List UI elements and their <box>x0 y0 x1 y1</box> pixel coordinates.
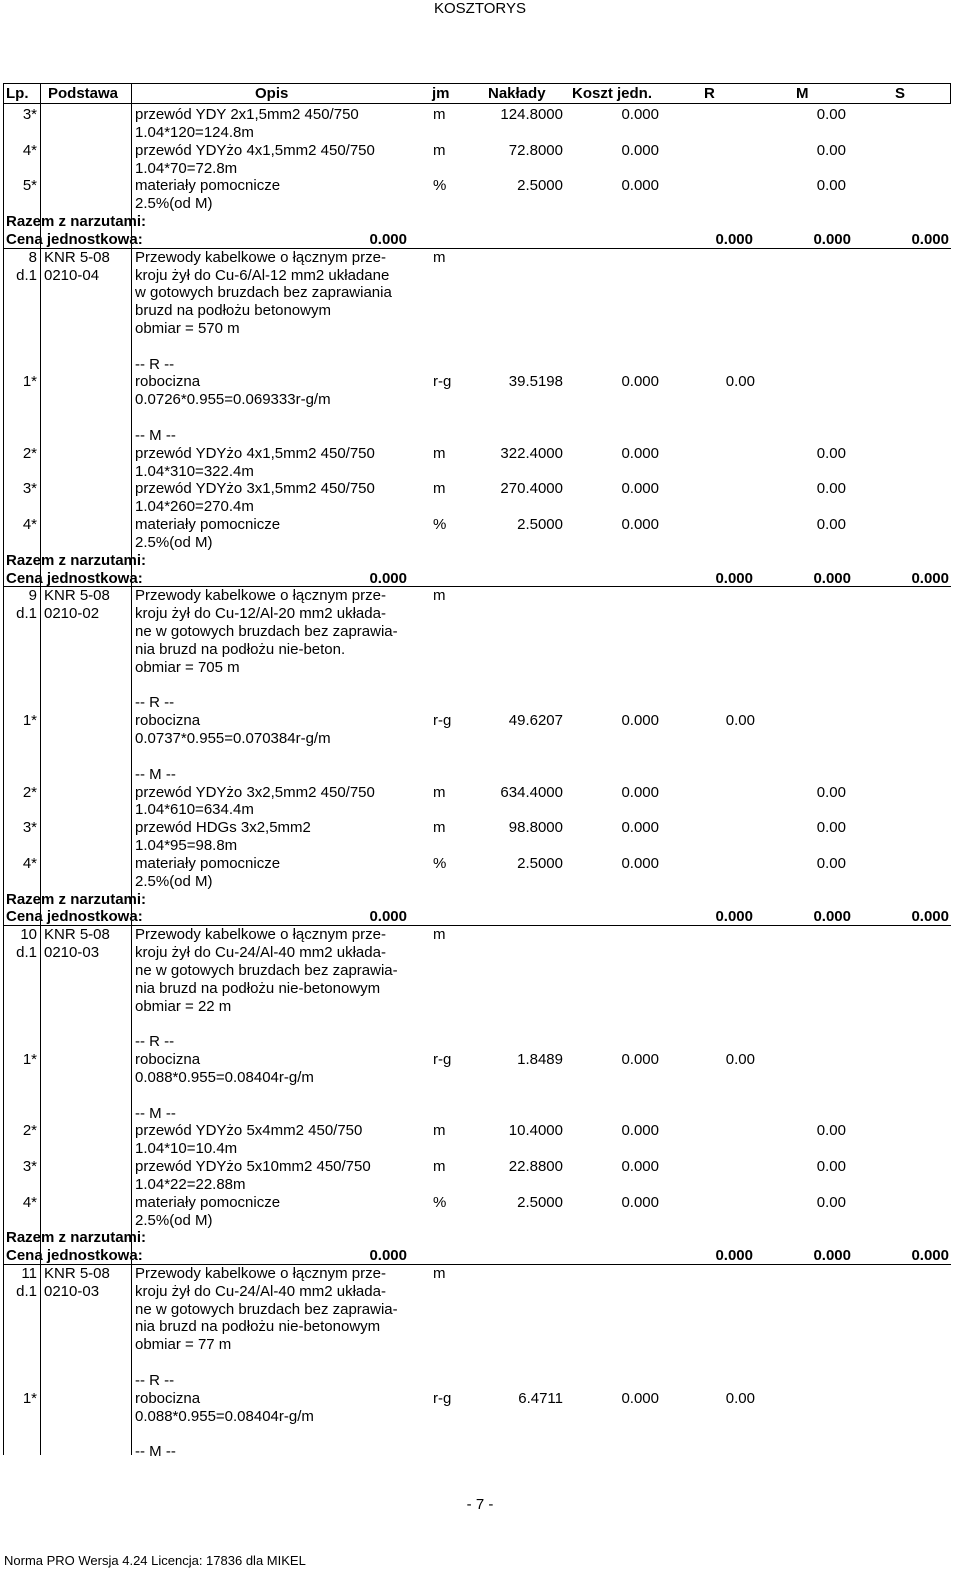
cell-naklady: 72.8000 <box>508 141 563 159</box>
cell-jm: r-g <box>433 373 452 391</box>
cell-lp: 2* <box>22 444 37 462</box>
cell-opis: 0.0737*0.955=0.070384r-g/m <box>135 730 331 747</box>
cell-podstawa: 0210-03 <box>44 944 100 961</box>
cell-koszt-jedn: 0.000 <box>621 712 659 730</box>
cell-koszt-jedn: 0.000 <box>621 783 659 801</box>
cell-koszt-jedn: 0.000 <box>621 373 659 391</box>
cell-opis: 0.0726*0.955=0.069333r-g/m <box>135 391 331 409</box>
cell-podstawa: KNR 5-08 <box>44 248 110 266</box>
cell-naklady: 98.8000 <box>508 819 563 837</box>
cell-opis: -- M -- <box>135 1104 176 1122</box>
summary-label: Cena jednostkowa: <box>6 1247 143 1265</box>
cell-lp: d.1 <box>16 1282 37 1300</box>
cell-naklady: 10.4000 <box>508 1122 563 1140</box>
cell-koszt-jedn: 0.000 <box>621 177 659 195</box>
summary-label: Razem z narzutami: <box>6 551 147 569</box>
unit-price-total: 0.000 <box>369 230 407 248</box>
cell-lp: 8 <box>28 248 37 266</box>
summary-label: Razem z narzutami: <box>6 1229 147 1247</box>
cell-lp: 3* <box>22 106 37 123</box>
cell-jm: m <box>433 926 446 944</box>
cell-m: 0.00 <box>725 373 755 391</box>
cell-opis: 1.04*610=634.4m <box>135 801 254 819</box>
document-title: KOSZTORYS <box>434 0 526 17</box>
cell-opis: nia bruzd na podłożu nie-betonowym <box>135 979 381 997</box>
cell-opis: -- R -- <box>135 1371 175 1389</box>
cell-naklady: 2.5000 <box>517 177 563 195</box>
cell-opis: -- R -- <box>135 1033 175 1051</box>
cell-jm: m <box>433 106 446 123</box>
cell-opis: w gotowych bruzdach bez zaprawiania <box>135 284 392 302</box>
cell-opis: 1.04*10=10.4m <box>135 1140 238 1158</box>
cell-opis: obmiar = 22 m <box>135 997 232 1015</box>
cell-opis: nia bruzd na podłożu nie-betonowym <box>135 1318 381 1336</box>
footer-license-note: Norma PRO Wersja 4.24 Licencja: 17836 dla MIKEL <box>4 1553 306 1568</box>
cell-s: 0.00 <box>816 1158 846 1175</box>
cell-koszt-jedn: 0.000 <box>621 819 659 837</box>
cell-koszt-jedn: 0.000 <box>621 444 659 462</box>
cell-lp: 2* <box>22 783 37 801</box>
header-bottom-line <box>3 103 951 104</box>
table-left-border <box>3 83 4 1455</box>
cell-jm: % <box>433 854 447 872</box>
cell-opis: 0.088*0.955=0.08404r-g/m <box>135 1068 314 1086</box>
unit-price-total: 0.000 <box>813 569 851 587</box>
cell-podstawa: KNR 5-08 <box>44 1264 110 1282</box>
cell-naklady: 270.4000 <box>500 480 563 498</box>
cell-jm: m <box>433 1264 446 1282</box>
cell-s: 0.00 <box>816 783 846 801</box>
cell-lp: 1* <box>22 373 37 391</box>
cell-opis: 0.088*0.955=0.08404r-g/m <box>135 1407 314 1425</box>
cell-s: 0.00 <box>816 177 846 195</box>
cell-jm: r-g <box>433 712 452 730</box>
header-lp: Lp. <box>6 85 29 102</box>
unit-price-total: 0.000 <box>911 1247 949 1265</box>
cell-opis: robocizna <box>135 1389 201 1407</box>
cell-lp: 10 <box>20 926 37 944</box>
cell-jm: m <box>433 480 446 498</box>
unit-price-total: 0.000 <box>369 569 407 587</box>
cell-opis: kroju żył do Cu-6/Al-12 mm2 układane <box>135 266 390 284</box>
cell-opis: robocizna <box>135 712 201 730</box>
cell-opis: 2.5%(od M) <box>135 872 213 890</box>
unit-price-total: 0.000 <box>715 908 753 926</box>
unit-price-total: 0.000 <box>813 230 851 248</box>
cell-naklady: 124.8000 <box>500 106 563 123</box>
cell-opis: 1.04*310=322.4m <box>135 462 254 480</box>
unit-price-total: 0.000 <box>369 1247 407 1265</box>
cell-lp: 3* <box>22 1158 37 1175</box>
cell-opis: kroju żył do Cu-12/Al-20 mm2 układa- <box>135 605 386 623</box>
cell-koszt-jedn: 0.000 <box>621 1193 659 1211</box>
cell-opis: -- R -- <box>135 355 175 373</box>
cell-opis: obmiar = 570 m <box>135 320 240 337</box>
cell-opis: przewód YDYżo 4x1,5mm2 450/750 <box>135 141 375 159</box>
cell-koszt-jedn: 0.000 <box>621 1389 659 1407</box>
cell-lp: 1* <box>22 1389 37 1407</box>
cell-opis: robocizna <box>135 373 201 391</box>
cell-koszt-jedn: 0.000 <box>621 854 659 872</box>
cell-lp: d.1 <box>16 605 37 623</box>
cell-opis: -- M -- <box>135 1443 176 1461</box>
unit-price-total: 0.000 <box>911 230 949 248</box>
cell-jm: m <box>433 248 446 266</box>
cell-koszt-jedn: 0.000 <box>621 1158 659 1175</box>
cell-lp: d.1 <box>16 944 37 961</box>
cell-m: 0.00 <box>725 1389 755 1407</box>
unit-price-total: 0.000 <box>813 1247 851 1265</box>
cell-koszt-jedn: 0.000 <box>621 516 659 534</box>
cell-lp: 4* <box>22 854 37 872</box>
cell-opis: 1.04*95=98.8m <box>135 837 238 854</box>
summary-label: Razem z narzutami: <box>6 890 147 908</box>
cell-opis: 1.04*120=124.8m <box>135 123 254 141</box>
cell-jm: m <box>433 587 446 605</box>
cell-m: 0.00 <box>725 712 755 730</box>
summary-label: Razem z narzutami: <box>6 213 147 230</box>
cell-jm: m <box>433 783 446 801</box>
cell-opis: obmiar = 705 m <box>135 658 240 676</box>
unit-price-total: 0.000 <box>911 569 949 587</box>
cell-opis: kroju żył do Cu-24/Al-40 mm2 układa- <box>135 944 386 961</box>
cell-opis: przewód HDGs 3x2,5mm2 <box>135 819 311 837</box>
cell-opis: Przewody kabelkowe o łącznym prze- <box>135 248 386 266</box>
cell-opis: ne w gotowych bruzdach bez zaprawia- <box>135 961 398 979</box>
cell-lp: 1* <box>22 1051 37 1068</box>
cell-opis: materiały pomocnicze <box>135 854 281 872</box>
cell-opis: ne w gotowych bruzdach bez zaprawia- <box>135 623 398 641</box>
cell-opis: materiały pomocnicze <box>135 1193 281 1211</box>
cell-lp: d.1 <box>16 266 37 284</box>
cell-opis: przewód YDYżo 5x4mm2 450/750 <box>135 1122 363 1140</box>
header-top-line <box>3 83 951 84</box>
cell-podstawa: 0210-04 <box>44 266 100 284</box>
cell-s: 0.00 <box>816 854 846 872</box>
unit-price-total: 0.000 <box>813 908 851 926</box>
summary-label: Cena jednostkowa: <box>6 908 143 926</box>
cell-naklady: 22.8800 <box>508 1158 563 1175</box>
cell-podstawa: 0210-03 <box>44 1282 100 1300</box>
cell-opis: przewód YDYżo 4x1,5mm2 450/750 <box>135 444 375 462</box>
cell-lp: 1* <box>22 712 37 730</box>
cell-podstawa: KNR 5-08 <box>44 587 110 605</box>
cell-koszt-jedn: 0.000 <box>621 1051 659 1068</box>
cell-naklady: 49.6207 <box>508 712 563 730</box>
cell-naklady: 39.5198 <box>508 373 563 391</box>
cell-s: 0.00 <box>816 480 846 498</box>
header-naklady: Nakłady <box>488 85 546 102</box>
cell-opis: robocizna <box>135 1051 201 1068</box>
unit-price-total: 0.000 <box>715 569 753 587</box>
cell-opis: 2.5%(od M) <box>135 195 213 213</box>
header-opis: Opis <box>255 85 289 102</box>
cell-podstawa: KNR 5-08 <box>44 926 110 944</box>
summary-label: Cena jednostkowa: <box>6 230 143 248</box>
cell-s: 0.00 <box>816 106 846 123</box>
cell-lp: 5* <box>22 177 37 195</box>
cell-naklady: 2.5000 <box>517 854 563 872</box>
cell-jm: % <box>433 516 447 534</box>
cell-lp: 4* <box>22 516 37 534</box>
cell-jm: r-g <box>433 1051 452 1068</box>
cell-lp: 4* <box>22 1193 37 1211</box>
cell-s: 0.00 <box>816 819 846 837</box>
cell-jm: m <box>433 1122 446 1140</box>
cell-opis: przewód YDY 2x1,5mm2 450/750 <box>135 106 359 123</box>
cell-opis: ne w gotowych bruzdach bez zaprawia- <box>135 1300 398 1318</box>
cell-naklady: 1.8489 <box>517 1051 563 1068</box>
cell-opis: 2.5%(od M) <box>135 533 213 551</box>
cell-jm: % <box>433 1193 447 1211</box>
cell-lp: 3* <box>22 819 37 837</box>
cell-jm: m <box>433 1158 446 1175</box>
unit-price-total: 0.000 <box>715 230 753 248</box>
cell-opis: 1.04*70=72.8m <box>135 159 238 177</box>
cell-opis: -- R -- <box>135 694 175 712</box>
cell-opis: Przewody kabelkowe o łącznym prze- <box>135 926 386 944</box>
cell-opis: 2.5%(od M) <box>135 1211 213 1229</box>
cell-podstawa: 0210-02 <box>44 605 100 623</box>
cell-opis: Przewody kabelkowe o łącznym prze- <box>135 1264 386 1282</box>
cell-s: 0.00 <box>816 444 846 462</box>
cell-opis: bruzd na podłożu betonowym <box>135 302 331 320</box>
cell-koszt-jedn: 0.000 <box>621 106 659 123</box>
page-number: - 7 - <box>466 1496 494 1513</box>
cell-opis: przewód YDYżo 5x10mm2 450/750 <box>135 1158 371 1175</box>
cell-jm: m <box>433 819 446 837</box>
header-podstawa: Podstawa <box>48 85 119 102</box>
cell-lp: 9 <box>28 587 37 605</box>
cell-s: 0.00 <box>816 1122 846 1140</box>
cell-opis: -- M -- <box>135 426 176 444</box>
header-s: S <box>895 85 906 102</box>
cell-naklady: 2.5000 <box>517 1193 563 1211</box>
cell-koszt-jedn: 0.000 <box>621 480 659 498</box>
cell-opis: Przewody kabelkowe o łącznym prze- <box>135 587 386 605</box>
unit-price-total: 0.000 <box>369 908 407 926</box>
cell-opis: nia bruzd na podłożu nie-beton. <box>135 640 346 658</box>
table-right-border <box>950 83 951 103</box>
cell-naklady: 322.4000 <box>500 444 563 462</box>
cell-opis: -- M -- <box>135 765 176 783</box>
cell-lp: 11 <box>21 1264 37 1282</box>
summary-label: Cena jednostkowa: <box>6 569 143 587</box>
cell-opis: 1.04*260=270.4m <box>135 498 254 516</box>
header-m: M <box>796 85 809 102</box>
unit-price-total: 0.000 <box>715 1247 753 1265</box>
cell-s: 0.00 <box>816 1193 846 1211</box>
cell-jm: r-g <box>433 1389 452 1407</box>
cell-koszt-jedn: 0.000 <box>621 1122 659 1140</box>
cell-naklady: 2.5000 <box>517 516 563 534</box>
cell-m: 0.00 <box>725 1051 755 1068</box>
cell-opis: obmiar = 77 m <box>135 1336 232 1354</box>
cell-opis: kroju żył do Cu-24/Al-40 mm2 układa- <box>135 1282 386 1300</box>
cell-jm: m <box>433 141 446 159</box>
cell-jm: m <box>433 444 446 462</box>
cell-naklady: 6.4711 <box>518 1389 563 1407</box>
cell-lp: 2* <box>22 1122 37 1140</box>
cell-opis: przewód YDYżo 3x2,5mm2 450/750 <box>135 783 375 801</box>
cell-s: 0.00 <box>816 516 846 534</box>
cell-s: 0.00 <box>816 141 846 159</box>
cell-opis: materiały pomocnicze <box>135 516 281 534</box>
cell-koszt-jedn: 0.000 <box>621 141 659 159</box>
cell-opis: 1.04*22=22.88m <box>135 1175 246 1193</box>
cell-lp: 4* <box>22 141 37 159</box>
header-koszt: Koszt jedn. <box>572 85 653 102</box>
cell-opis: przewód YDYżo 3x1,5mm2 450/750 <box>135 480 375 498</box>
cell-jm: % <box>433 177 447 195</box>
cell-naklady: 634.4000 <box>500 783 563 801</box>
unit-price-total: 0.000 <box>911 908 949 926</box>
header-jm: jm <box>432 85 450 102</box>
cell-opis: materiały pomocnicze <box>135 177 281 195</box>
cell-lp: 3* <box>22 480 37 498</box>
header-r: R <box>704 85 715 102</box>
